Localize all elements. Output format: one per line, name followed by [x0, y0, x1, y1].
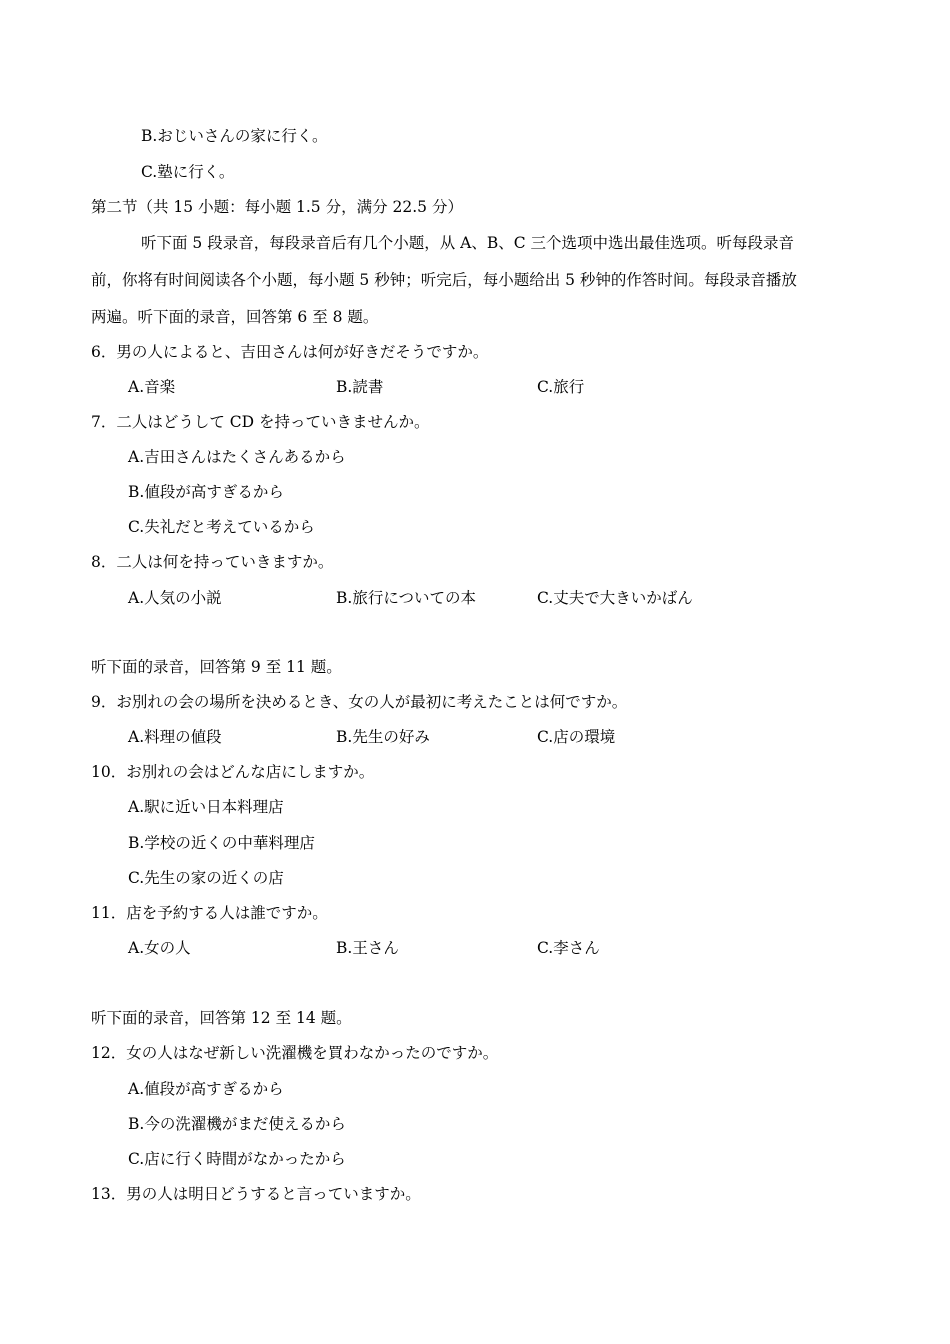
- question-6-option-b: B.読書: [336, 378, 384, 396]
- question-13-stem: 13．男の人は明日どうすると言っていますか。: [91, 1185, 421, 1203]
- question-8-option-a: A.人気の小説: [128, 589, 222, 607]
- prev-option-b: B.おじいさんの家に行く。: [141, 127, 328, 145]
- prev-option-c: C.塾に行く。: [141, 163, 235, 181]
- question-11-option-c: C.李さん: [537, 939, 600, 957]
- instructions-line-1: 听下面 5 段录音，每段录音后有几个小题，从 A、B、C 三个选项中选出最佳选项。听每段录音: [141, 234, 795, 252]
- group-3-intro: 听下面的录音，回答第 12 至 14 题。: [91, 1009, 352, 1027]
- question-10-option-a: A.駅に近い日本料理店: [128, 798, 284, 816]
- question-12-option-c: C.店に行く時間がなかったから: [128, 1150, 346, 1168]
- question-12-option-a: A.値段が高すぎるから: [128, 1080, 284, 1098]
- question-10-stem: 10．お別れの会はどんな店にしますか。: [91, 763, 375, 781]
- question-10-option-c: C.先生の家の近くの店: [128, 869, 284, 887]
- question-8-stem: 8．二人は何を持っていきますか。: [91, 553, 334, 571]
- instructions-line-3: 两遍。听下面的录音，回答第 6 至 8 题。: [91, 308, 379, 326]
- question-12-stem: 12．女の人はなぜ新しい洗濯機を買わなかったのですか。: [91, 1044, 499, 1062]
- question-11-option-a: A.女の人: [128, 939, 191, 957]
- instructions-line-2: 前，你将有时间阅读各个小题，每小题 5 秒钟；听完后，每小题给出 5 秒钟的作答时间。每段录音播放: [91, 271, 797, 289]
- question-11-stem: 11．店を予約する人は誰ですか。: [91, 904, 328, 922]
- question-7-stem: 7．二人はどうして CD を持っていきませんか。: [91, 413, 430, 431]
- question-9-stem: 9．お別れの会の場所を決めるとき、女の人が最初に考えたことは何ですか。: [91, 693, 628, 711]
- question-7-option-a: A.吉田さんはたくさんあるから: [128, 448, 346, 466]
- question-8-option-c: C.丈夫で大きいかばん: [537, 589, 693, 607]
- section-header: 第二节（共 15 小题：每小题 1.5 分，满分 22.5 分）: [91, 198, 463, 216]
- question-10-option-b: B.学校の近くの中華料理店: [128, 834, 315, 852]
- question-6-stem: 6．男の人によると、吉田さんは何が好きだそうですか。: [91, 343, 489, 361]
- question-9-option-c: C.店の環境: [537, 728, 616, 746]
- question-9-option-b: B.先生の好み: [336, 728, 430, 746]
- question-6-option-c: C.旅行: [537, 378, 585, 396]
- question-6-option-a: A.音楽: [128, 378, 176, 396]
- question-9-option-a: A.料理の値段: [128, 728, 222, 746]
- question-7-option-c: C.失礼だと考えているから: [128, 518, 315, 536]
- question-11-option-b: B.王さん: [336, 939, 399, 957]
- question-8-option-b: B.旅行についての本: [336, 589, 477, 607]
- question-7-option-b: B.値段が高すぎるから: [128, 483, 284, 501]
- question-12-option-b: B.今の洗濯機がまだ使えるから: [128, 1115, 346, 1133]
- group-2-intro: 听下面的录音，回答第 9 至 11 题。: [91, 658, 342, 676]
